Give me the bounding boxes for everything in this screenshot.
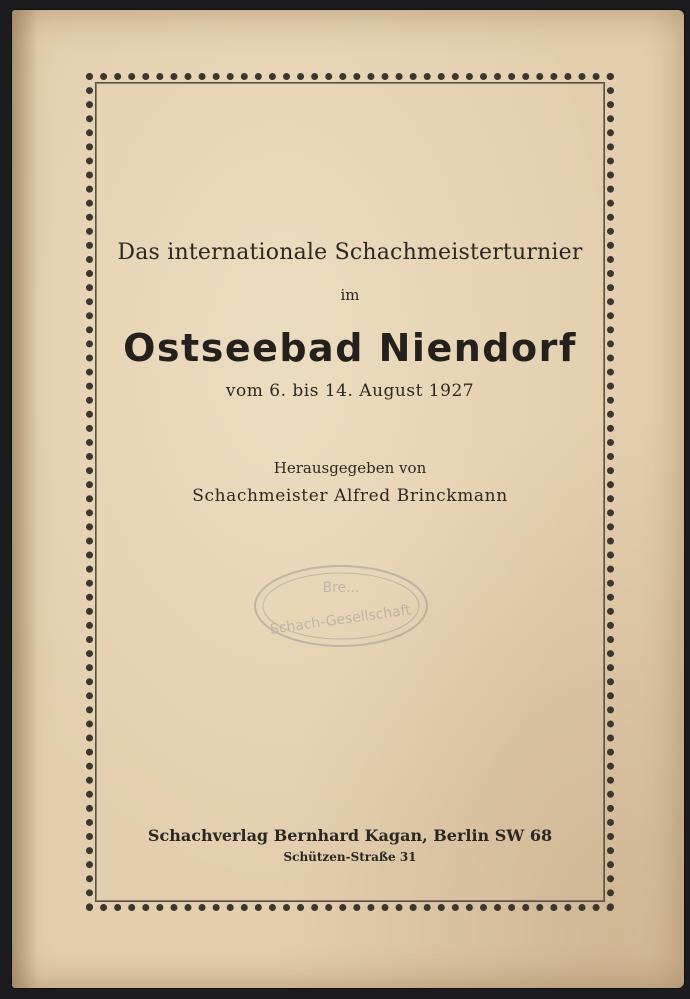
stamp-line-2: Schach-Gesellschaft — [269, 602, 412, 638]
stamp-line-1: Bre... — [322, 580, 360, 596]
spine-shadow — [12, 10, 38, 988]
cover-dates: vom 6. bis 14. August 1927 — [225, 381, 475, 401]
editor-label: Herausgegeben von — [273, 459, 427, 477]
editor-name: Schachmeister Alfred Brinckmann — [192, 486, 508, 506]
cover-place: Ostseebad Niendorf — [123, 326, 577, 370]
publisher-address: Schützen-Straße 31 — [283, 850, 417, 864]
cover-preposition: im — [340, 286, 360, 304]
library-stamp — [252, 562, 430, 650]
publisher: Schachverlag Bernhard Kagan, Berlin SW 68 — [147, 826, 553, 845]
cover-title: Das internationale Schachmeisterturnier — [117, 240, 583, 265]
